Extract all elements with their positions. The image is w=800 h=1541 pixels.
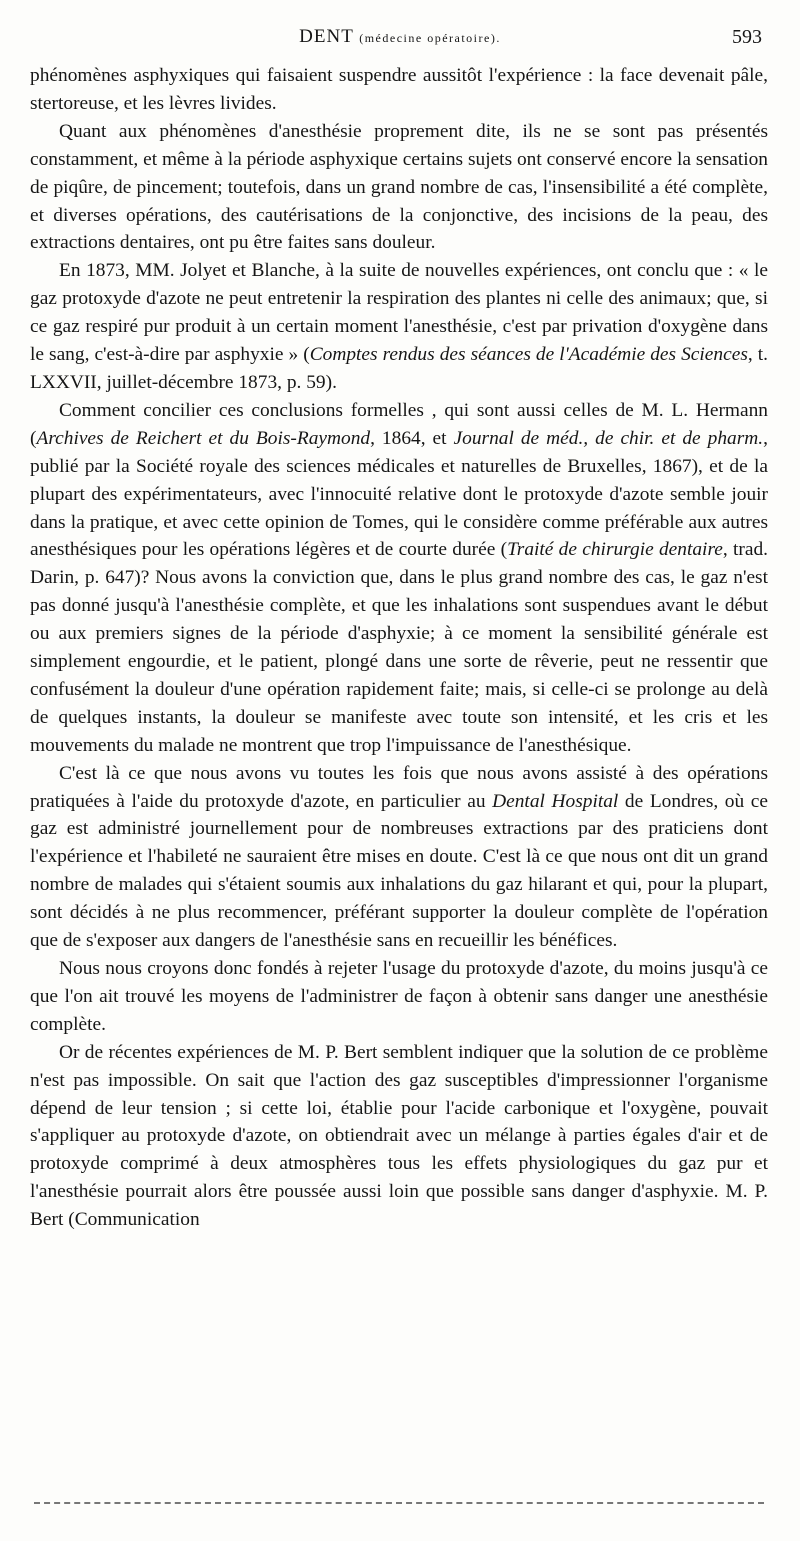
text-run: C'est là ce que nous avons vu toutes les fois que nous avons assisté à des opérations pratiquées à l'aide du protoxyde d'azote, en particulier au <box>30 762 768 812</box>
body-text <box>30 62 768 1234</box>
paragraph <box>30 118 768 258</box>
italic-citation: Journal de méd., de chir. et de pharm. <box>453 427 764 449</box>
running-header <box>30 26 770 62</box>
text-run: , trad. Darin, p. 647)? Nous avons la conviction que, dans le plus grand nombre des cas, le gaz n'est pas donné jusqu'à l'anesthésie complète, et que les inhalations sont suspendues avant le début ou aux premiers signes de la période d'asphyxie; à ce moment la sensibilité générale est simplement engourdie, et le patient, plongé dans une sorte de rêverie, peut ne ressentir que confusément la douleur d'une opération rapidement faite; mais, si celle-ci se prolonge au delà de quelques instants, la douleur se manifeste avec toute son intensité, et les cris et les mouvements du malade ne montrent que trop l'impuissance de l'anesthésique. <box>30 539 768 756</box>
text-run: , 1864, et <box>370 427 454 449</box>
text-run: de Londres, où ce gaz est administré journellement pour de nombreuses extractions par des praticiens dont l'expérience et l'habileté ne sauraient être mises en doute. C'est là ce que nous ont dit un grand nombre de malades qui s'étaient soumis aux inhalations du gaz hilarant et qui, pour la plupart, sont décidés à ne plus recommencer, préférant supporter la douleur complète de l'opération que de s'exposer aux dangers de l'anesthésie sans en recueillir les bénéfices. <box>30 790 769 952</box>
running-title <box>30 26 770 48</box>
paragraph <box>30 62 768 118</box>
text-run: phénomènes asphyxiques qui faisaient suspendre aussitôt l'expérience : la face devenait pâle, stertoreuse, et les lèvres livides. <box>30 65 768 114</box>
text-run: Quant aux phénomènes d'anesthésie proprement dite, ils ne se sont pas présentés constamment, et même à la période asphyxique certains sujets ont conservé encore la sensation de piqûre, de pincement; toutefois, dans un grand nombre de cas, l'insensibilité a été complète, et diverses opérations, des cautérisations de la conjonctive, des incisions de la peau, des extractions dentaires, ont pu être faites sans douleur. <box>30 120 768 254</box>
italic-citation: Traité de chirurgie dentaire <box>507 539 723 561</box>
text-run: Or de récentes expériences de M. P. Bert semblent indiquer que la solution de ce problème n'est pas impossible. On sait que l'action des gaz susceptibles d'impressionner l'organisme dépend de leur tension ; si cette loi, établie pour l'acide carbonique et l'oxygène, pouvait s'appliquer au protoxyde d'azote, on obtiendrait avec un mélange à parties égales d'air et de protoxyde comprimé à deux atmosphères tous les effets physiologiques du gaz pur et l'anesthésie pourrait alors être poussée aussi loin que possible sans danger d'asphyxie. M. P. Bert (Communication <box>30 1041 768 1231</box>
paragraph <box>30 257 768 397</box>
italic-citation: Comptes rendus des séances de l'Académie des Sciences <box>309 344 748 366</box>
text-run: Nous nous croyons donc fondés à rejeter l'usage du protoxyde d'azote, du moins jusqu'à ce que l'on ait trouvé les moyens de l'administrer de façon à obtenir sans danger une anesthésie complète. <box>30 958 768 1035</box>
paragraph <box>30 397 768 760</box>
page-number: 593 <box>732 26 762 48</box>
text-run: En 1873, MM. Jolyet et Blanche, à la suite de nouvelles expériences, ont conclu que : « le gaz protoxyde d'azote ne peut entretenir la respiration des plantes ni celle des animaux; que, si ce gaz respiré pur produit à un certain moment l'anesthésie, c'est par privation d'oxygène dans le sang, c'est-à-dire par asphyxie » ( <box>30 260 768 366</box>
italic-citation: Dental Hospital <box>492 790 619 812</box>
running-title-main: DENT <box>299 26 354 47</box>
text-run: , publié par la Société royale des sciences médicales et naturelles de Bruxelles, 1867), et de la plupart des expérimentateurs, avec l'innocuité relative dont le protoxyde d'azote semble jouir dans la pratique, et avec cette opinion de Tomes, qui le considère comme préférable aux autres anesthésiques pour les opérations légères et de courte durée ( <box>30 427 768 561</box>
footer-rule <box>34 1502 764 1504</box>
text-run: Comment concilier ces conclusions formelles , qui sont aussi celles de M. L. Hermann ( <box>30 399 768 449</box>
running-title-sub: (médecine opératoire). <box>359 31 501 45</box>
paragraph <box>30 760 768 955</box>
paragraph <box>30 1039 768 1234</box>
italic-citation: Archives de Reichert et du Bois-Raymond <box>36 427 371 449</box>
paragraph <box>30 955 768 1039</box>
text-run: , t. LXXVII, juillet-décembre 1873, p. 59). <box>30 344 768 393</box>
